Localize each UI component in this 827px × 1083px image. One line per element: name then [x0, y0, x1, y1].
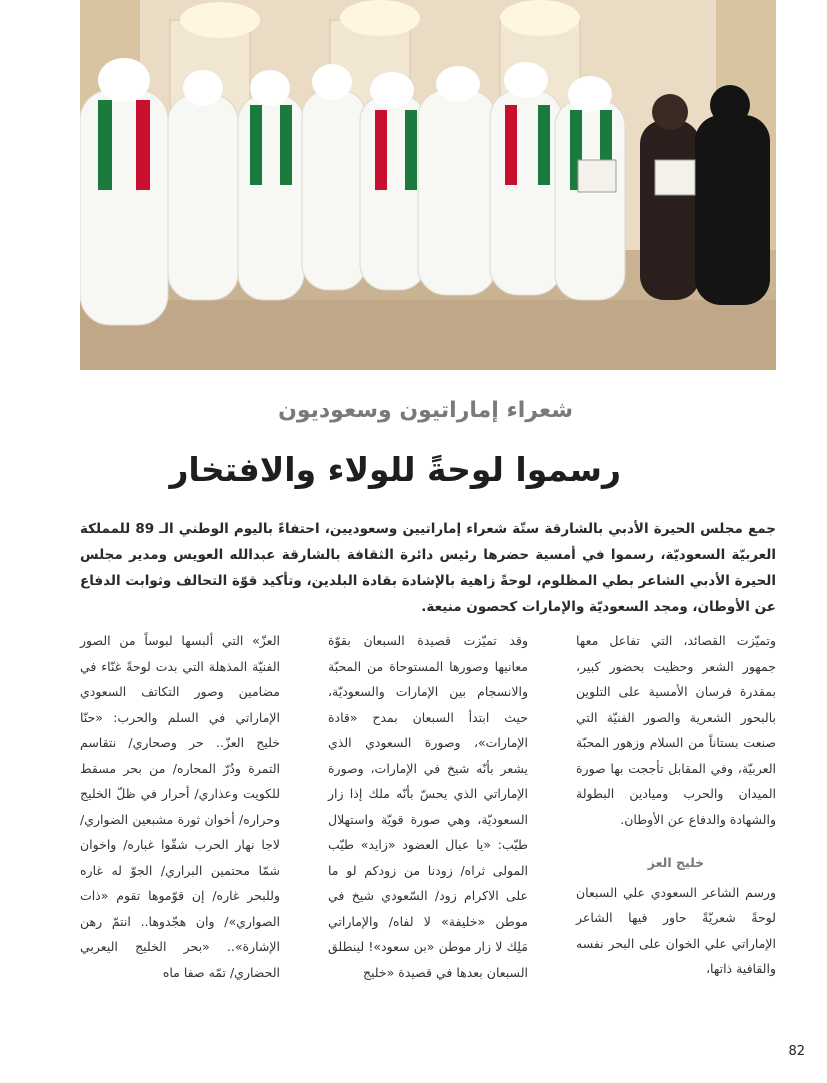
article-kicker: شعراء إماراتيون وسعوديون	[278, 398, 573, 423]
article-headline: رسموا لوحةً للولاء والافتخار	[169, 450, 621, 489]
text-column-right	[576, 628, 776, 982]
text-column-middle	[328, 628, 528, 985]
page-number: 82	[788, 1044, 805, 1059]
paragraph: العزّ» التي ألبسها لبوساً من الصور الفنيّة المذهلة التي بدت لوحةً غنّاء في مضامين وصور التكاتف السعودي الإماراتي في السلم والحرب: «حنّا خليج العزّ.. حر وصحاري/ نتقاسم التمرة ودُرّ المحاره/ من بحر مسقط للكويت وعذاري/ أحرار في ظلّ الخليج وحراره/ أخوان ثورة مشبعين الضواري/ لاجا نهار الحرب شقّوا غباره/ واخوان شمّا محتمين البراري/ الجوّ له غاره وللبحر غاره/ إن قوّموها تقوم «ذات الصواري»/ وان هجّدوها.. انتمّ رهن الإشارة».. «بحر الخليج اليعربي الحضاري/ تمّه صفا ماه	[80, 633, 280, 980]
text-column-left	[80, 628, 280, 985]
paragraph: ورسم الشاعر السعودي علي السبعان لوحةً شعريّةً حاور فيها الشاعر الإماراتي علي الخوان على البحر نفسه والقافية ذاتها،	[576, 884, 776, 976]
paragraph: وقد تميّزت قصيدة السبعان بقوّة معانيها وصورها المستوحاة من المحبّة والانسجام بين الإمارات والسعوديّة، حيث ابتدأ السبعان بمدح «قادة الإمارات»، وصورة السعودي الذي يشعر بأنّه شيخ في الإمارات، وصورة الإماراتي الذي يحسّ بأنّه ملك إذا زار السعوديّة، وهي صورة قويّة واستهلال طيّب: «يا عيال العضود «زايد» طيّب المولى ثراه/ زودنا من زودكم لو ما على الاكرام زود/ السّعودي شيخ في موطن «خليفة» لا لفاه/ والإماراتي مَلِك لا زار موطن «بن سعود»! لينطلق السبعان بعدها في قصيدة «خليج	[328, 633, 528, 980]
section-subhead: خليج العز	[647, 855, 705, 870]
article-lead: جمع مجلس الحيرة الأدبي بالشارقة ستّة شعراء إماراتيين وسعوديين، احتفاءً باليوم الوطني الـ 89 للمملكة العربيّة السعوديّة، رسموا في أمسية حضرها رئيس دائرة الثقافة بالشارقة عبدالله العويس ومدير مجلس الحيرة الأدبي الشاعر بطي المظلوم، لوحةً زاهية بالإشادة بقادة البلدين، وتأكيد قوّة التحالف وثوابت الدفاع عن الأوطان، ومجد السعوديّة والإمارات كحصون منيعة.	[80, 521, 776, 615]
paragraph: وتميّزت القصائد، التي تفاعل معها جمهور الشعر وحظيت بحضور كبير، بمقدرة فرسان الأمسية على التلوين بالبحور الشعرية والصور الفنيّة التي صنعت بستاناً من السلام وزهور المحبّة العربيّة، وفي المقابل تأججت بها صورة الميدان والحرب وميادين البطولة والشهادة والدفاع عن الأوطان.	[576, 633, 776, 827]
event-photo	[80, 0, 776, 370]
